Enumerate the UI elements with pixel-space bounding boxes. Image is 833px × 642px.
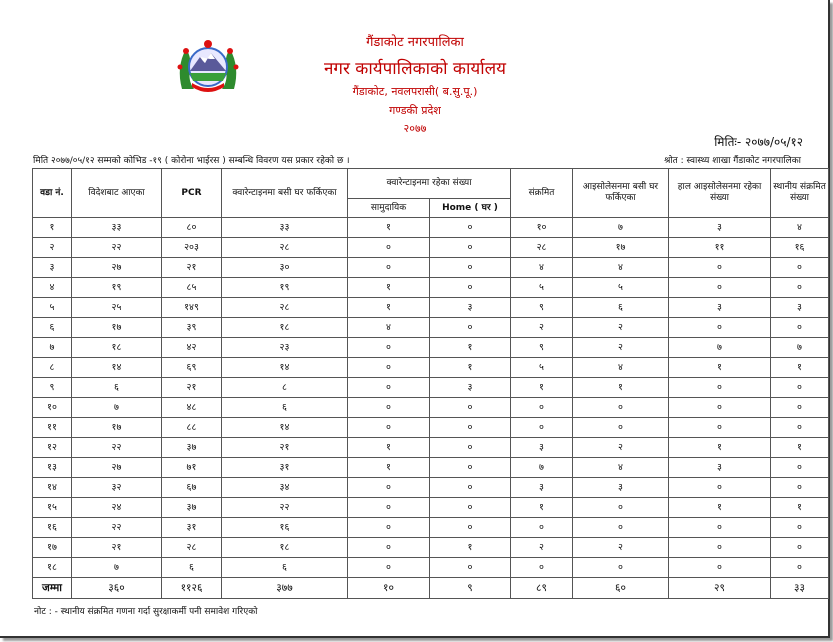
table-cell: ४ bbox=[348, 318, 430, 338]
table-cell: २७ bbox=[72, 258, 162, 278]
col-header-quarantine-returned: क्वारेन्टाइनमा बसी घर फर्किएका bbox=[222, 169, 348, 218]
table-cell: ३ bbox=[430, 298, 511, 318]
table-cell: २४ bbox=[72, 498, 162, 518]
ward-number-cell: १२ bbox=[33, 438, 72, 458]
ward-number-cell: १३ bbox=[33, 458, 72, 478]
table-cell: ० bbox=[573, 498, 669, 518]
table-cell: ४८ bbox=[162, 398, 222, 418]
table-cell: ३१ bbox=[222, 458, 348, 478]
table-cell: ० bbox=[430, 458, 511, 478]
table-cell: ० bbox=[669, 478, 771, 498]
col-header-community: सामुदायिक bbox=[348, 199, 430, 218]
table-cell: ३७ bbox=[162, 498, 222, 518]
table-cell: २ bbox=[511, 318, 573, 338]
table-cell: ११ bbox=[669, 238, 771, 258]
table-cell: ० bbox=[669, 378, 771, 398]
table-row bbox=[33, 538, 829, 558]
ward-number-cell: १४ bbox=[33, 478, 72, 498]
table-cell: १८ bbox=[222, 318, 348, 338]
table-cell: ० bbox=[771, 378, 829, 398]
col-header-home: Home ( घर ) bbox=[430, 199, 511, 218]
table-cell: ७ bbox=[669, 338, 771, 358]
ward-number-cell: ८ bbox=[33, 358, 72, 378]
table-cell: २५ bbox=[72, 298, 162, 318]
table-cell: ० bbox=[669, 418, 771, 438]
province-name: गण्डकी प्रदेश bbox=[389, 104, 441, 117]
table-cell: ५ bbox=[573, 278, 669, 298]
ward-number-cell: २ bbox=[33, 238, 72, 258]
table-cell: ३७ bbox=[162, 438, 222, 458]
table-cell: ३२ bbox=[72, 478, 162, 498]
table-cell: ३ bbox=[771, 298, 829, 318]
org-name: गैंडाकोट नगरपालिका bbox=[366, 35, 464, 50]
table-cell: १६ bbox=[771, 238, 829, 258]
total-cell: ११२६ bbox=[162, 578, 222, 599]
table-cell: ६ bbox=[162, 558, 222, 578]
table-cell: ० bbox=[430, 238, 511, 258]
table-row bbox=[33, 358, 829, 378]
table-cell: १८ bbox=[222, 538, 348, 558]
table-cell: २०३ bbox=[162, 238, 222, 258]
table-cell: १ bbox=[511, 378, 573, 398]
table-cell: ७१ bbox=[162, 458, 222, 478]
table-cell: ० bbox=[430, 218, 511, 238]
table-cell: ० bbox=[430, 438, 511, 458]
table-cell: १ bbox=[348, 438, 430, 458]
table-cell: ० bbox=[771, 278, 829, 298]
table-cell: ६ bbox=[573, 298, 669, 318]
table-cell: ६७ bbox=[162, 478, 222, 498]
table-row bbox=[33, 398, 829, 418]
table-cell: ० bbox=[669, 538, 771, 558]
table-cell: ० bbox=[430, 518, 511, 538]
table-cell: ३३ bbox=[72, 218, 162, 238]
table-cell: ० bbox=[669, 278, 771, 298]
table-cell: ० bbox=[771, 258, 829, 278]
table-cell: ९ bbox=[511, 298, 573, 318]
ward-number-cell: १० bbox=[33, 398, 72, 418]
col-header-pcr: PCR bbox=[162, 169, 222, 218]
table-cell: ३ bbox=[669, 298, 771, 318]
ward-number-cell: ३ bbox=[33, 258, 72, 278]
table-cell: ० bbox=[348, 418, 430, 438]
table-cell: १ bbox=[511, 498, 573, 518]
table-cell: ७ bbox=[72, 558, 162, 578]
table-cell: ३ bbox=[669, 218, 771, 238]
table-row bbox=[33, 378, 829, 398]
table-cell: १ bbox=[430, 338, 511, 358]
table-row bbox=[33, 498, 829, 518]
table-cell: ३४ bbox=[222, 478, 348, 498]
table-cell: ३ bbox=[430, 378, 511, 398]
source-text: श्रोत : स्वास्थ्य शाखा गैंडाकोट नगरपालिका bbox=[663, 156, 801, 166]
table-cell: १९ bbox=[222, 278, 348, 298]
table-cell: ० bbox=[771, 398, 829, 418]
table-cell: ० bbox=[348, 518, 430, 538]
table-cell: ० bbox=[430, 258, 511, 278]
table-cell: २७ bbox=[72, 458, 162, 478]
table-row bbox=[33, 518, 829, 538]
table-row bbox=[33, 338, 829, 358]
table-cell: ० bbox=[511, 418, 573, 438]
table-row bbox=[33, 458, 829, 478]
ward-number-cell: १ bbox=[33, 218, 72, 238]
table-cell: ० bbox=[669, 398, 771, 418]
table-cell: ० bbox=[771, 458, 829, 478]
table-cell: १ bbox=[669, 438, 771, 458]
table-cell: १ bbox=[669, 498, 771, 518]
table-cell: २१ bbox=[222, 438, 348, 458]
col-header-infected: संक्रमित bbox=[511, 169, 573, 218]
total-cell: २९ bbox=[669, 578, 771, 599]
table-row bbox=[33, 218, 829, 238]
table-cell: ० bbox=[348, 398, 430, 418]
ward-number-cell: ११ bbox=[33, 418, 72, 438]
col-header-abroad: विदेशबाट आएका bbox=[72, 169, 162, 218]
table-cell: १६ bbox=[222, 518, 348, 538]
col-header-isolation-current: हाल आइसोलेसनमा रहेका संख्या bbox=[669, 169, 771, 218]
table-cell: २१ bbox=[72, 538, 162, 558]
total-row bbox=[33, 578, 829, 599]
table-cell: ५ bbox=[511, 278, 573, 298]
table-cell: ० bbox=[771, 558, 829, 578]
col-header-quarantine-staying: क्वारेन्टाइनमा रहेका संख्या bbox=[348, 169, 511, 199]
table-row bbox=[33, 478, 829, 498]
table-cell: ० bbox=[669, 258, 771, 278]
table-cell: ३ bbox=[669, 458, 771, 478]
table-cell: १ bbox=[348, 458, 430, 478]
table-cell: ० bbox=[771, 478, 829, 498]
table-cell: ५ bbox=[511, 358, 573, 378]
table-cell: ० bbox=[669, 518, 771, 538]
table-cell: ८५ bbox=[162, 278, 222, 298]
table-cell: ० bbox=[771, 518, 829, 538]
total-cell: ८९ bbox=[511, 578, 573, 599]
table-cell: ० bbox=[430, 318, 511, 338]
table-cell: २२ bbox=[222, 498, 348, 518]
table-cell: २ bbox=[573, 338, 669, 358]
table-cell: ० bbox=[669, 318, 771, 338]
table-cell: ० bbox=[771, 418, 829, 438]
table-cell: ३९ bbox=[162, 318, 222, 338]
ward-number-cell: १७ bbox=[33, 538, 72, 558]
table-cell: ६ bbox=[222, 558, 348, 578]
table-cell: ० bbox=[511, 558, 573, 578]
total-cell: १० bbox=[348, 578, 430, 599]
table-row bbox=[33, 438, 829, 458]
table-cell: २२ bbox=[72, 238, 162, 258]
table-cell: ० bbox=[771, 538, 829, 558]
table-body bbox=[33, 218, 829, 578]
table-cell: १९ bbox=[72, 278, 162, 298]
table-cell: ० bbox=[430, 418, 511, 438]
table-cell: २३ bbox=[222, 338, 348, 358]
table-cell: २२ bbox=[72, 518, 162, 538]
total-label: जम्मा bbox=[33, 578, 72, 599]
table-row bbox=[33, 318, 829, 338]
table-cell: २ bbox=[573, 318, 669, 338]
table-cell: ० bbox=[430, 478, 511, 498]
table-cell: ० bbox=[430, 498, 511, 518]
table-cell: १ bbox=[771, 358, 829, 378]
table-cell: ० bbox=[348, 338, 430, 358]
table-cell: ४ bbox=[573, 458, 669, 478]
table-cell: ४२ bbox=[162, 338, 222, 358]
table-cell: १ bbox=[430, 358, 511, 378]
table-cell: ० bbox=[348, 358, 430, 378]
table-cell: २८ bbox=[222, 298, 348, 318]
total-cell: ६० bbox=[573, 578, 669, 599]
office-title: नगर कार्यपालिकाको कार्यालय bbox=[323, 59, 507, 79]
table-cell: २२ bbox=[72, 438, 162, 458]
table-cell: ० bbox=[430, 278, 511, 298]
table-cell: २ bbox=[573, 438, 669, 458]
table-cell: २१ bbox=[162, 378, 222, 398]
table-cell: ६ bbox=[72, 378, 162, 398]
table-cell: ९ bbox=[511, 338, 573, 358]
table-cell: ३१ bbox=[162, 518, 222, 538]
table-cell: ० bbox=[348, 238, 430, 258]
table-cell: ० bbox=[348, 478, 430, 498]
total-cell: ३७७ bbox=[222, 578, 348, 599]
table-cell: १ bbox=[771, 438, 829, 458]
table-cell: ८८ bbox=[162, 418, 222, 438]
table-cell: १ bbox=[348, 218, 430, 238]
office-address: गैंडाकोट, नवलपरासी( ब.सु.पू.) bbox=[352, 85, 478, 98]
table-cell: ० bbox=[511, 518, 573, 538]
nepal-emblem-icon bbox=[174, 37, 242, 99]
intro-text: मिति २०७७/०५/१२ सम्मको कोभिड -१९ ( कोरोना भाईरस ) सम्बन्धि विवरण यस प्रकार रहेको छ । bbox=[33, 156, 350, 166]
table-cell: २१ bbox=[162, 258, 222, 278]
table-cell: २ bbox=[511, 538, 573, 558]
table-cell: २८ bbox=[162, 538, 222, 558]
table-cell: ० bbox=[771, 318, 829, 338]
table-cell: ७ bbox=[771, 338, 829, 358]
table-cell: ० bbox=[348, 538, 430, 558]
total-cell: ३६० bbox=[72, 578, 162, 599]
table-cell: ६९ bbox=[162, 358, 222, 378]
table-cell: १४ bbox=[222, 418, 348, 438]
table-row bbox=[33, 278, 829, 298]
table-cell: ० bbox=[669, 558, 771, 578]
table-row bbox=[33, 258, 829, 278]
table-row bbox=[33, 418, 829, 438]
table-row bbox=[33, 558, 829, 578]
ward-number-cell: १६ bbox=[33, 518, 72, 538]
ward-number-cell: ९ bbox=[33, 378, 72, 398]
table-cell: ३ bbox=[511, 438, 573, 458]
col-header-local-infected: स्थानीय संक्रमित संख्या bbox=[771, 169, 829, 218]
table-cell: ३३ bbox=[222, 218, 348, 238]
table-cell: ० bbox=[573, 518, 669, 538]
table-cell: १ bbox=[669, 358, 771, 378]
table-cell: १ bbox=[348, 278, 430, 298]
table-cell: १ bbox=[348, 298, 430, 318]
ward-number-cell: ४ bbox=[33, 278, 72, 298]
table-cell: २८ bbox=[222, 238, 348, 258]
table-cell: २८ bbox=[511, 238, 573, 258]
table-row bbox=[33, 238, 829, 258]
table-cell: ० bbox=[573, 418, 669, 438]
table-cell: १७ bbox=[72, 318, 162, 338]
table-cell: ० bbox=[573, 558, 669, 578]
table-cell: ४ bbox=[573, 258, 669, 278]
ward-number-cell: ७ bbox=[33, 338, 72, 358]
table-cell: ४ bbox=[771, 218, 829, 238]
table-cell: ४ bbox=[511, 258, 573, 278]
table-cell: २ bbox=[573, 538, 669, 558]
table-cell: ७ bbox=[511, 458, 573, 478]
total-cell: ९ bbox=[430, 578, 511, 599]
table-cell: ३० bbox=[222, 258, 348, 278]
table-cell: ७ bbox=[72, 398, 162, 418]
fiscal-year: २०७७ bbox=[403, 122, 427, 135]
table-cell: १ bbox=[771, 498, 829, 518]
table-cell: १८ bbox=[72, 338, 162, 358]
table-cell: ४ bbox=[573, 358, 669, 378]
table-cell: ० bbox=[348, 378, 430, 398]
table-cell: १७ bbox=[72, 418, 162, 438]
table-cell: १४९ bbox=[162, 298, 222, 318]
table-cell: १४ bbox=[222, 358, 348, 378]
report-date: मितिः- २०७७/०५/१२ bbox=[714, 135, 803, 149]
table-cell: ० bbox=[511, 398, 573, 418]
table-cell: ० bbox=[348, 498, 430, 518]
table-cell: ० bbox=[573, 398, 669, 418]
table-cell: ७ bbox=[573, 218, 669, 238]
footnote: नोट : - स्थानीय संक्रमित गणना गर्दा सुरक्षाकर्मी पनी समावेश गरिएको bbox=[34, 607, 258, 617]
table-cell: ८ bbox=[222, 378, 348, 398]
table-cell: १ bbox=[573, 378, 669, 398]
table-row bbox=[33, 298, 829, 318]
table-cell: ६ bbox=[222, 398, 348, 418]
covid-ward-table bbox=[32, 168, 829, 599]
total-cell: ३३ bbox=[771, 578, 829, 599]
ward-number-cell: ५ bbox=[33, 298, 72, 318]
table-cell: १० bbox=[511, 218, 573, 238]
table-cell: १ bbox=[430, 538, 511, 558]
table-cell: ० bbox=[348, 558, 430, 578]
ward-number-cell: १८ bbox=[33, 558, 72, 578]
table-cell: ० bbox=[348, 258, 430, 278]
table-cell: १४ bbox=[72, 358, 162, 378]
table-cell: ३ bbox=[511, 478, 573, 498]
table-cell: ८० bbox=[162, 218, 222, 238]
col-header-isolation-returned: आइसोलेसनमा बसी घर फर्किएका bbox=[573, 169, 669, 218]
table-cell: ० bbox=[430, 558, 511, 578]
ward-number-cell: १५ bbox=[33, 498, 72, 518]
table-cell: ० bbox=[430, 398, 511, 418]
table-cell: ३ bbox=[573, 478, 669, 498]
ward-number-cell: ६ bbox=[33, 318, 72, 338]
col-header-ward: वडा नं. bbox=[33, 169, 72, 218]
table-cell: १७ bbox=[573, 238, 669, 258]
